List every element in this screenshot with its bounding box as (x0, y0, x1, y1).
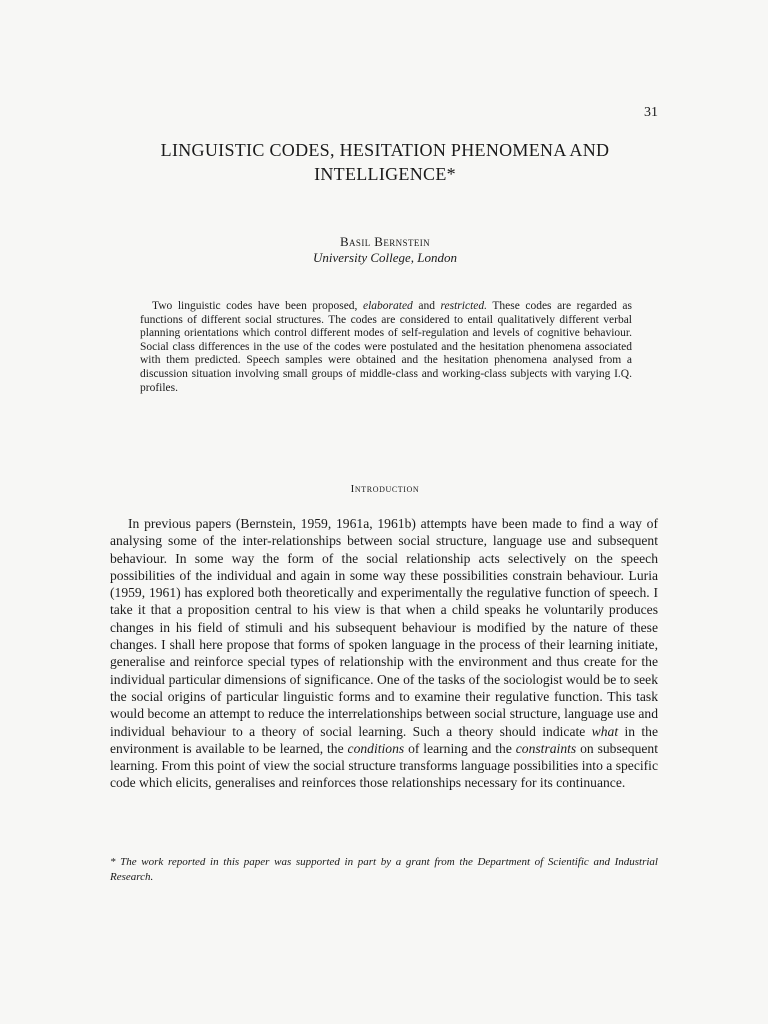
section-heading: Introduction (350, 483, 420, 495)
body-emphasis: constraints (515, 740, 577, 756)
abstract-emphasis: elaborated (362, 300, 413, 312)
abstract-text: Two linguistic codes have been proposed, (152, 300, 363, 312)
paper-title: LINGUISTIC CODES, HESITATION PHENOMENA AND INTELLIGENCE* (160, 140, 610, 184)
page-number: 31 (644, 105, 658, 120)
abstract-paragraph (140, 300, 632, 395)
abstract-text: These codes are regarded as functions of different social structures. The codes are considered to entail qualitatively different verbal planning orientations which control different modes of self-regulation and levels of cognitive behaviour. Social class differences in the use of the codes were postulated and the hesitation phenomena associated with them predicted. Speech samples were obtained and the hesitation phenomena analysed from a discussion situation involving small groups of middle-class and working-class subjects with varying I.Q. profiles. (140, 300, 632, 394)
author-affiliation: University College, London (312, 250, 458, 265)
body-text: in the environment is available to be learned, the (110, 723, 658, 756)
body-emphasis: what (591, 723, 619, 739)
footnote: * The work reported in this paper was supported in part by a grant from the Department of Scientific and Industrial Research. (110, 856, 658, 883)
abstract-text: and (412, 300, 441, 312)
body-emphasis: conditions (347, 740, 405, 756)
abstract-emphasis: restricted. (440, 300, 488, 312)
body-text: on subsequent learning. From this point of view the social structure transforms language possibilities into a specific code which elicits, generalises and reinforces those relationships necessary for its continuance. (110, 740, 658, 791)
author-name: Basil Bernstein (339, 234, 431, 249)
body-text: In previous papers (Bernstein, 1959, 1961a, 1961b) attempts have been made to find a way of analysing some of the inter-relationships between social structure, language use and subsequent behaviour. In some way the form of the social relationship acts selectively on the speech possibilities of the individual and again in some way these possibilities constrain behaviour. Luria (1959, 1961) has explored both theoretically and experimentally the regulative function of speech. I take it that a proposition central to his view is that when a child speaks he voluntarily produces changes in his field of stimuli and his subsequent behaviour is modified by the nature of these changes. I shall here propose that forms of spoken language in the process of their learning initiate, generalise and reinforce special types of relationship with the environment and thus create for the individual particular dimensions of significance. One of the tasks of the sociologist would be to seek the social origins of particular linguistic forms and to examine their regulative function. This task would become an attempt to reduce the interrelationships between social structure, language use and individual behaviour to a theory of social learning. Such a theory should indicate (110, 516, 658, 739)
body-text: of learning and the (404, 740, 516, 756)
body-paragraph (110, 515, 658, 792)
